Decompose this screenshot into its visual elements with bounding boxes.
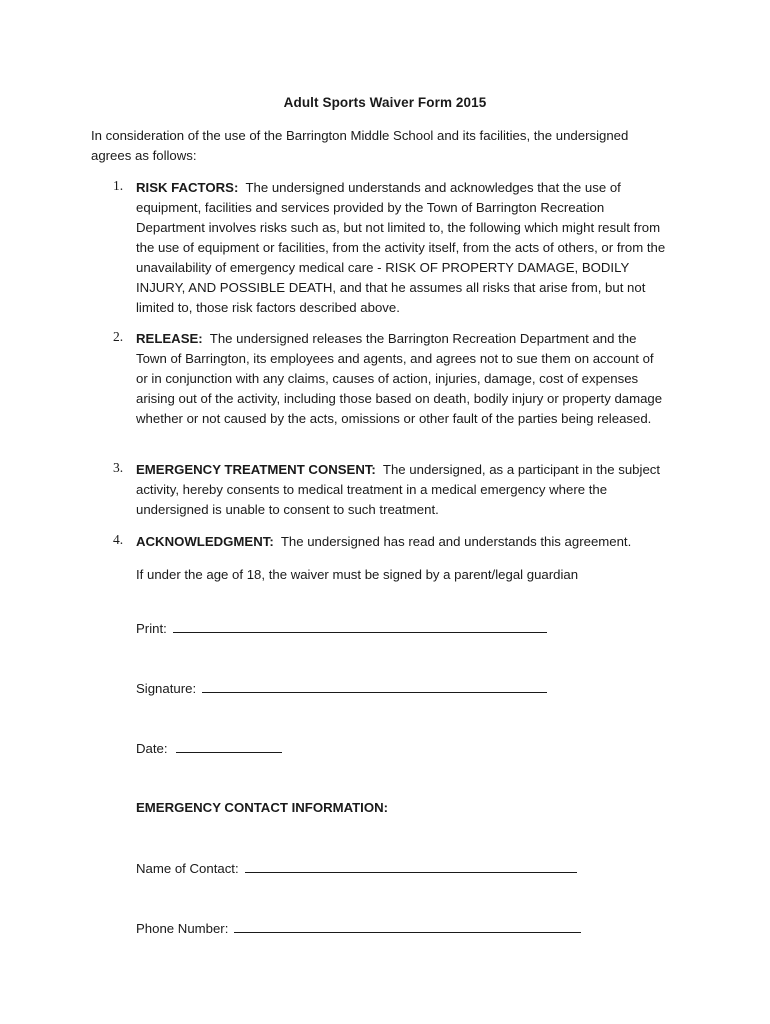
signature-field[interactable]	[136, 678, 547, 699]
item-heading: RISK FACTORS:	[136, 180, 239, 195]
emergency-contact-heading: EMERGENCY CONTACT INFORMATION:	[136, 800, 389, 815]
phone-label: Phone Number:	[136, 921, 229, 936]
form-title: Adult Sports Waiver Form 2015	[283, 95, 487, 110]
date-label: Date:	[136, 741, 168, 756]
contact-name-field[interactable]	[136, 858, 577, 879]
date-field[interactable]	[136, 738, 282, 759]
print-label: Print:	[136, 621, 167, 636]
phone-input-line[interactable]	[234, 918, 581, 933]
item-heading: RELEASE:	[136, 331, 203, 346]
item-text: The undersigned, as a participant in the subject activity, hereby consents to medical treatment in a medical emergency where the undersigned is unable to consent to such treatment.	[136, 462, 661, 517]
intro-paragraph: In consideration of the use of the Barrington Middle School and its facilities, the undersigned agrees as follows:	[91, 128, 629, 163]
item-body	[136, 532, 666, 552]
print-input-line[interactable]	[173, 618, 547, 633]
item-text: The undersigned understands and acknowledges that the use of equipment, facilities and services provided by the Town of Barrington Recreation Department involves risks such as, but not limited to, the following which might result from the use of equipment or facilities, from the activity itself, from the acts of others, or from the unavailability of emergency medical care - RISK OF PROPERTY DAMAGE, BODILY INJURY, AND POSSIBLE DEATH, and that he assumes all risks that arise from, but not limited to, those risk factors described above.	[136, 180, 666, 315]
item-body	[136, 460, 666, 520]
contact-name-label: Name of Contact:	[136, 861, 239, 876]
item-heading: ACKNOWLEDGMENT:	[136, 534, 274, 549]
signature-label: Signature:	[136, 681, 197, 696]
item-body	[136, 178, 666, 318]
date-input-line[interactable]	[176, 738, 282, 753]
item-number: 4.	[113, 532, 124, 547]
item-number: 2.	[113, 329, 124, 344]
print-field[interactable]	[136, 618, 547, 639]
item-text: The undersigned has read and understands this agreement.	[280, 534, 632, 549]
contact-name-input-line[interactable]	[245, 858, 577, 873]
item-body	[136, 329, 666, 429]
phone-field[interactable]	[136, 918, 581, 939]
item-text: The undersigned releases the Barrington Recreation Department and the Town of Barrington, its employees and agents, and agrees not to sue them on account of or in conjunction with any claims, causes of action, injuries, damage, cost of expenses arising out of the activity, including those based on death, bodily injury or property damage whether or not caused by the acts, omissions or other fault of the parties being released.	[136, 331, 663, 426]
item-number: 1.	[113, 178, 124, 193]
item-number: 3.	[113, 460, 124, 475]
guardian-note: If under the age of 18, the waiver must be signed by a parent/legal guardian	[136, 567, 579, 582]
signature-input-line[interactable]	[202, 678, 547, 693]
item-heading: EMERGENCY TREATMENT CONSENT:	[136, 462, 376, 477]
